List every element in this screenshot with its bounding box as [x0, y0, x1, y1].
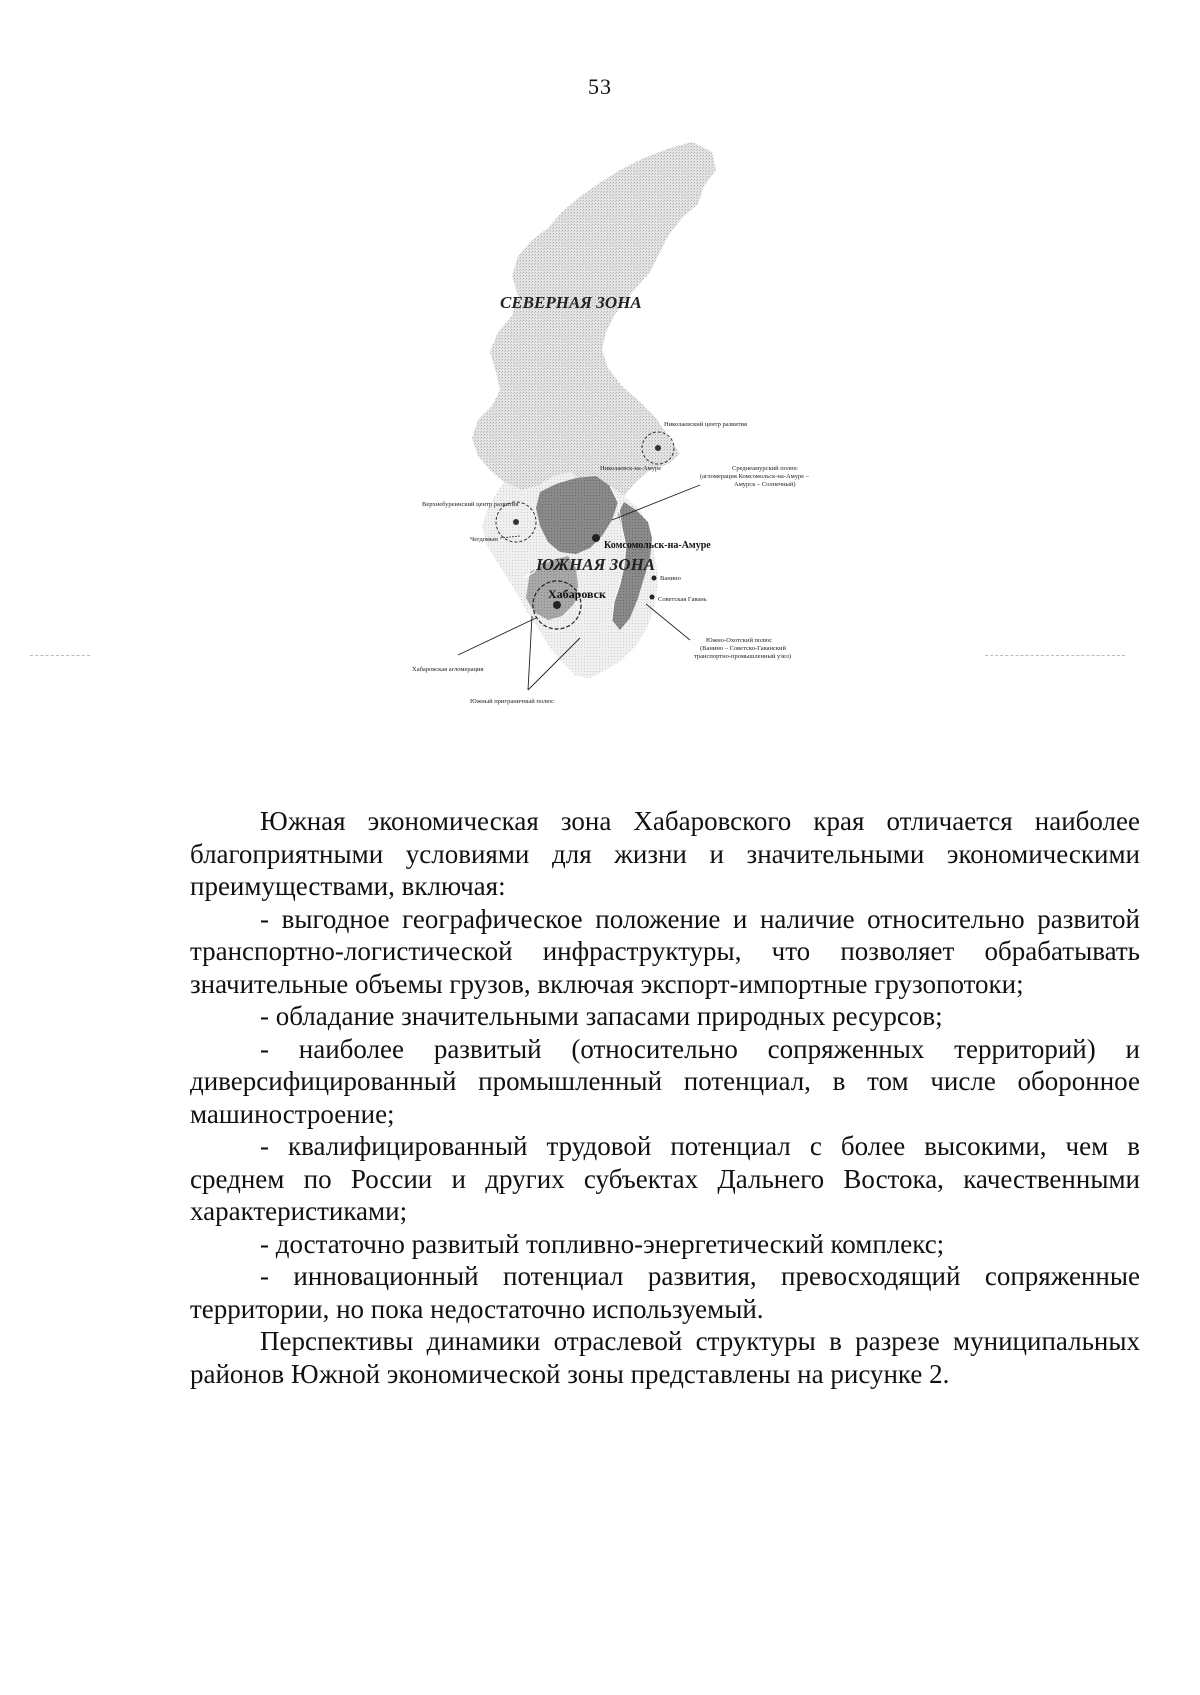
region-map-figure: [400, 140, 960, 780]
verkhnebureinsky-label: Верхнебуреинский центр развития: [422, 501, 519, 508]
southern-zone-label: ЮЖНАЯ ЗОНА: [536, 555, 656, 574]
sredneamursky-label-2: (агломерация Комсомольск-на-Амуре –: [700, 473, 810, 480]
vanino-dot: [652, 576, 657, 581]
nikolaevsk-label: Николаевск-на-Амуре: [600, 465, 662, 472]
southern-border-leader-1: [528, 616, 532, 690]
komsomolsk-label: Комсомольск-на-Амуре: [604, 540, 711, 551]
khabarovsk-label: Хабаровск: [548, 587, 606, 601]
komsomolsk-city-dot: [592, 534, 600, 542]
body-text: [190, 805, 1140, 1390]
sredneamursky-label-1: Среднеамурский полюс: [732, 465, 798, 472]
sovgavan-label: Советская Гавань: [658, 596, 707, 603]
region-map-svg: [400, 140, 960, 780]
verkhnebureinsky-center-dot: [513, 519, 519, 525]
list-item-geography: - выгодное географическое положение и наличие относительно развитой транспортно-логистической инфраструктуры, что позволяет обрабатывать значительные объемы грузов, включая экспорт-импортные грузопотоки;: [190, 903, 1140, 999]
nikolaevsk-center-label: Николаевский центр развития: [664, 421, 748, 428]
paragraph-conclusion: Перспективы динамики отраслевой структуры в разрезе муниципальных районов Южной экономической зоны представлены на рисунке 2.: [190, 1326, 1140, 1389]
khabarovsk-city-dot: [553, 601, 561, 609]
yuzhno-okhotsky-label-1: Южно-Охотский полюс: [706, 637, 773, 644]
yuzhno-okhotsky-leader: [646, 604, 690, 640]
southern-border-label: Южный приграничный полюс: [470, 698, 555, 705]
paragraph-intro: Южная экономическая зона Хабаровского края отличается наиболее благоприятными условиями для жизни и значительными экономическими преимуществами, включая:: [190, 806, 1140, 901]
yuzhno-okhotsky-label-2: (Ванино – Советско-Гаванский: [700, 645, 786, 652]
khabarovsk-agglomeration-label: Хабаровская агломерация: [412, 666, 484, 673]
list-item-innovation: - инновационный потенциал развития, превосходящий сопряженные территории, но пока недостаточно используемый.: [190, 1261, 1140, 1324]
chegdomyn-label: Чегдомын: [470, 536, 498, 543]
left-dashed-line: [30, 655, 90, 656]
northern-zone-area: [472, 142, 716, 496]
vanino-label: Ванино: [660, 575, 681, 582]
khabarovsk-aggl-leader: [458, 618, 536, 655]
list-item-resources: - обладание значительными запасами природных ресурсов;: [260, 1001, 943, 1031]
yuzhno-okhotsky-label-3: транспортно-промышленный узел): [694, 653, 792, 660]
page-number: 53: [588, 74, 612, 99]
northern-zone-label: СЕВЕРНАЯ ЗОНА: [500, 293, 642, 312]
right-dashed-line: [985, 655, 1125, 656]
list-item-industry: - наиболее развитый (относительно сопряженных территорий) и диверсифицированный промышленный потенциал, в том числе оборонное машиностроение;: [190, 1033, 1140, 1129]
list-item-energy: - достаточно развитый топливно-энергетический комплекс;: [260, 1228, 945, 1259]
list-item-labor: - квалифицированный трудовой потенциал с более высокими, чем в среднем по России и других субъектах Дальнего Востока, качественными характеристиками;: [190, 1131, 1140, 1226]
sovgavan-dot: [650, 595, 655, 600]
nikolaevsk-center-dot: [655, 445, 661, 451]
sredneamursky-label-3: Амурск – Солнечный): [734, 481, 796, 488]
